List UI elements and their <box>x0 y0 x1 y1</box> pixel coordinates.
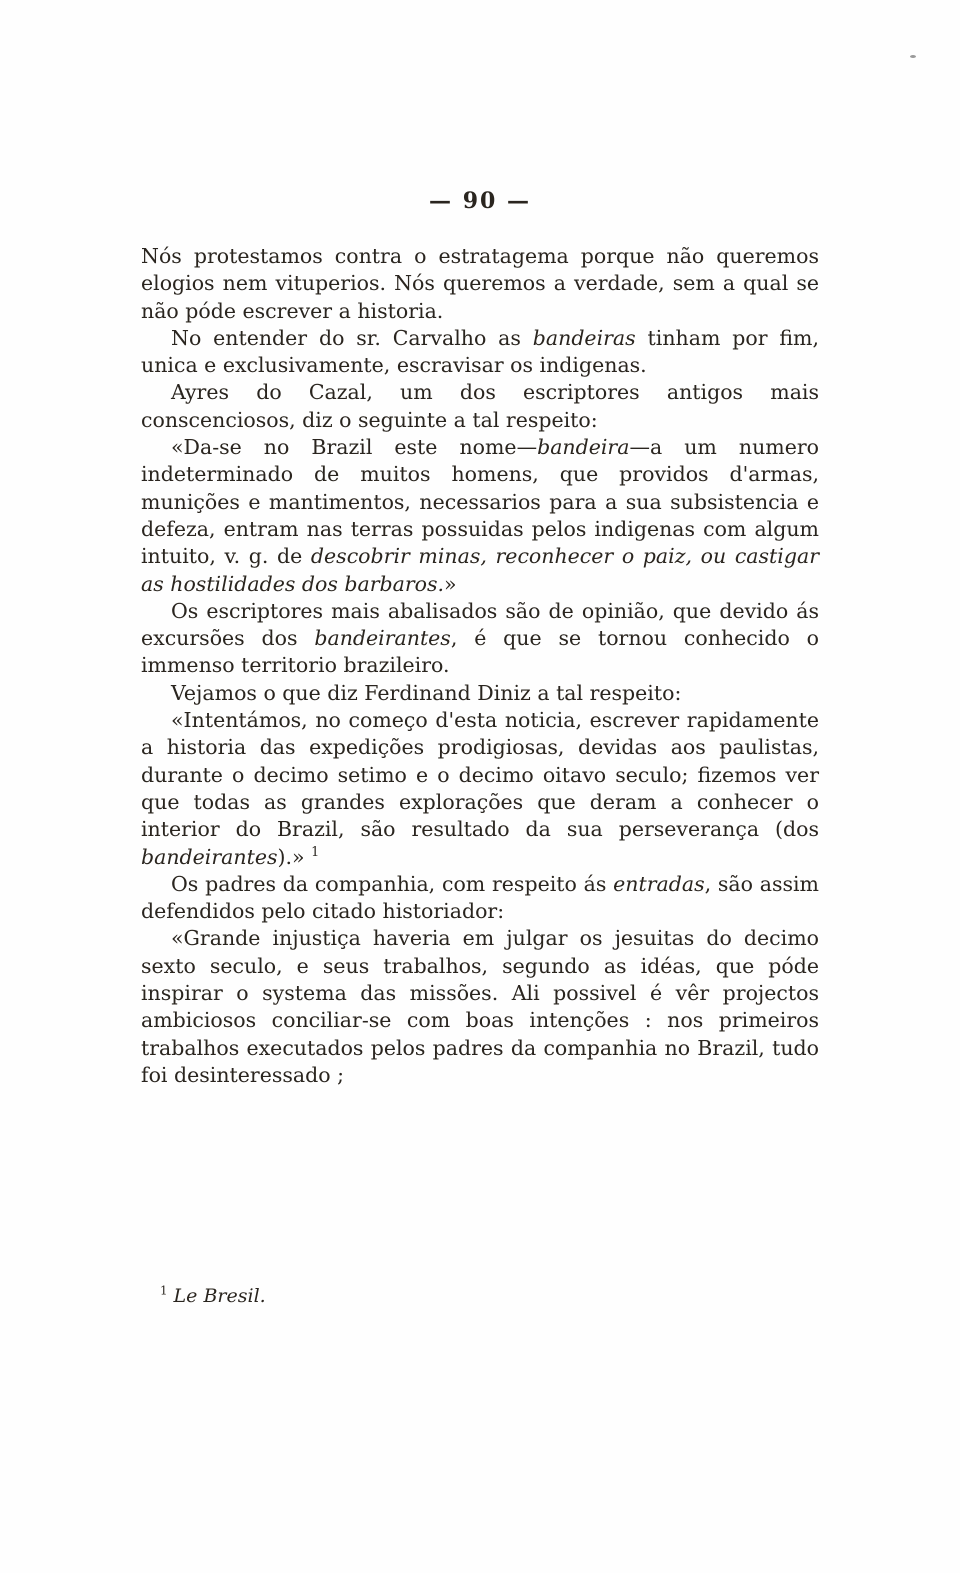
paragraph <box>141 434 819 598</box>
paragraph <box>141 379 819 434</box>
footnote-marker: 1 <box>160 1283 168 1298</box>
text-run: «Da-se no Brazil este nome— <box>171 435 538 460</box>
page-number: — 90 — <box>429 188 531 214</box>
text-run: Os padres da companhia, com respeito ás <box>171 871 614 896</box>
text-run: Nós protestamos contra o estratagema porque não queremos elogios nem vituperios. Nós queremos a verdade, sem a qual se não póde escrever a historia. <box>141 244 819 323</box>
italic-text: bandeirantes <box>314 626 451 651</box>
text-run: , são assim defendidos pelo citado historiador: <box>141 871 819 924</box>
paragraph <box>141 243 819 325</box>
paragraph <box>141 925 819 1089</box>
text-run: «Grande injustiça haveria em julgar os jesuitas do decimo sexto seculo, e seus trabalhos, segundo as idéas, que póde inspirar o systema das missões. Ali possivel é vêr projectos ambiciosos conciliar-se com boas intenções : nos primeiros trabalhos executados pelos padres da companhia no Brazil, tudo foi desinteressado ; <box>141 926 819 1087</box>
text-run: Os escriptores mais abalisados são de opinião, que devido ás excursões dos <box>141 598 819 651</box>
text-run: tinham por fim, unica e exclusivamente, escravisar os indigenas. <box>141 325 819 378</box>
paragraph <box>141 680 819 707</box>
text-run: , é que se tornou conhecido o immenso territorio brazileiro. <box>141 626 819 678</box>
text-run: » <box>444 571 457 596</box>
italic-text: entradas <box>613 871 705 896</box>
italic-text: Le Bresil. <box>173 1285 266 1307</box>
paragraph <box>141 707 819 871</box>
footnote-marker: 1 <box>311 843 320 859</box>
footnote <box>160 1284 266 1309</box>
paragraph <box>141 871 819 926</box>
text-run: «Intentámos, no começo d'esta noticia, escrever rapidamente a historia das expedições prodigiosas, devidas aos paulistas, durante o decimo setimo e o decimo oitavo seculo; fizemos ver que todas as grandes explorações que deram a conhecer o interior do Brazil, são resultado da sua perseverança (dos <box>141 708 819 842</box>
text-run: Vejamos o que diz Ferdinand Diniz a tal respeito: <box>171 680 682 705</box>
italic-text: bandeiras <box>532 325 636 350</box>
text-run: No entender do sr. Carvalho as <box>171 325 533 350</box>
paragraph <box>141 325 819 380</box>
italic-text: bandeira <box>537 435 630 460</box>
text-run: —a um numero indeterminado de muitos homens, que providos d'armas, munições e mantimentos, necessarios para a sua subsistencia e defeza, entram nas terras possuidas pelos indigenas com algum intuito, v. g. de <box>141 435 820 569</box>
text-run: Ayres do Cazal, um dos escriptores antigos mais conscenciosos, diz o seguinte a tal respeito: <box>141 380 819 432</box>
paragraph <box>141 598 819 680</box>
text-run: ).» <box>277 844 312 869</box>
italic-text: descobrir minas, reconhecer o paiz, ou castigar as hostilidades dos barbaros. <box>141 544 819 596</box>
body-paragraphs <box>141 243 819 1089</box>
italic-text: bandeirantes <box>141 844 278 869</box>
scan-speck <box>910 55 916 58</box>
